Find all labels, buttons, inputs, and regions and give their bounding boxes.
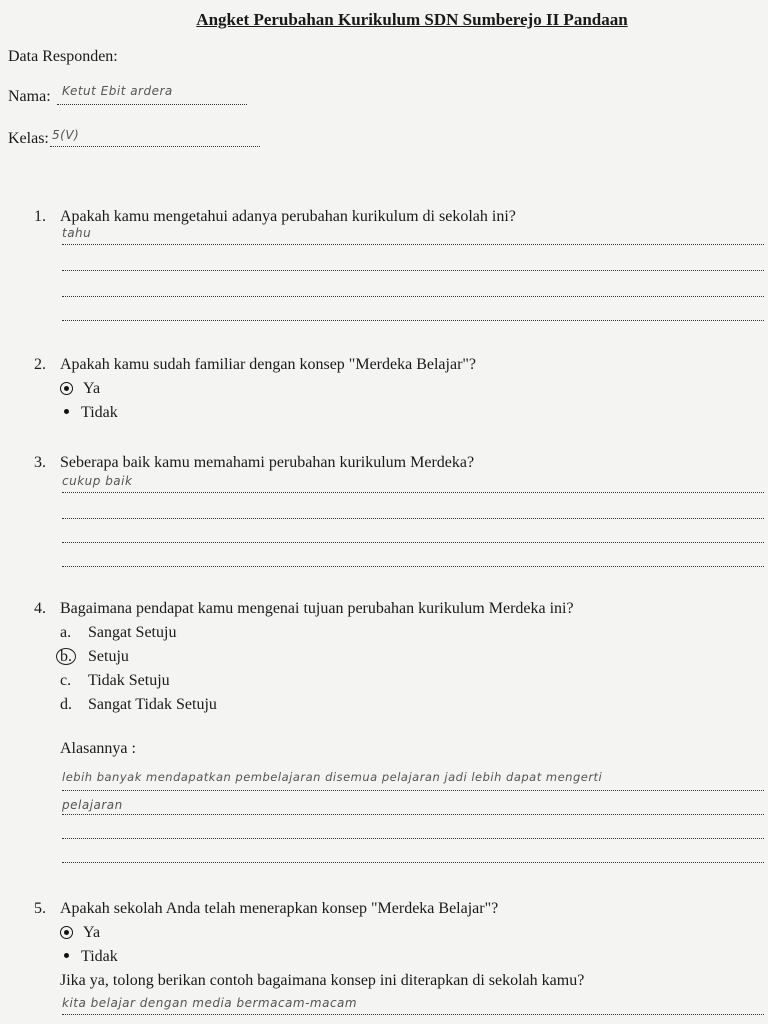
q2-option-tidak: Tidak: [60, 404, 118, 422]
q4-option-d: d. Sangat Tidak Setuju: [60, 696, 217, 713]
reason-answer-line-2: pelajaran: [62, 798, 123, 812]
selected-mark-icon: [60, 926, 73, 939]
answer-1-line-2: [62, 270, 764, 271]
answer-1-line-4: [62, 320, 764, 321]
class-value: 5(V): [52, 128, 80, 142]
selected-circle: b.: [56, 648, 76, 665]
reason-answer-line-1: lebih banyak mendapatkan pembelajaran disemua pelajaran jadi lebih dapat mengerti: [62, 770, 603, 784]
answer-3: cukup baik: [62, 474, 133, 488]
reason-line-4: [62, 862, 764, 863]
reason-line-1: [62, 790, 764, 791]
bullet-icon: [64, 409, 69, 414]
reason-line-3: [62, 838, 764, 839]
name-fill-line: [57, 104, 247, 105]
answer-5-line-1: [62, 1014, 764, 1015]
q4-option-b: b. Setuju: [60, 648, 129, 666]
answer-5: kita belajar dengan media bermacam-macam: [62, 996, 358, 1010]
answer-1-line-3: [62, 296, 764, 297]
reason-label: Alasannya :: [60, 740, 136, 757]
class-fill-line: [50, 146, 260, 147]
q4-option-c: c. Tidak Setuju: [60, 672, 170, 689]
answer-3-line-4: [62, 566, 764, 567]
question-2: 2. Apakah kamu sudah familiar dengan konsep "Merdeka Belajar"?: [34, 356, 477, 373]
question-1: 1. Apakah kamu mengetahui adanya perubahan kurikulum di sekolah ini?: [34, 208, 516, 225]
bullet-icon: [64, 953, 69, 958]
q5-option-tidak: Tidak: [60, 948, 118, 966]
class-label: Kelas:: [8, 130, 49, 147]
answer-3-line-1: [62, 492, 764, 493]
name-value: Ketut Ebit ardera: [62, 84, 173, 98]
answer-3-line-3: [62, 542, 764, 543]
respondent-heading: Data Responden:: [8, 48, 118, 65]
document-title: Angket Perubahan Kurikulum SDN Sumberejo II Pandaan: [196, 10, 628, 29]
answer-1: tahu: [62, 226, 92, 240]
q5-option-ya: Ya: [60, 924, 100, 942]
selected-mark-icon: [60, 382, 73, 395]
question-3: 3. Seberapa baik kamu memahami perubahan kurikulum Merdeka?: [34, 454, 475, 471]
name-label: Nama:: [8, 88, 51, 105]
question-5: 5. Apakah sekolah Anda telah menerapkan konsep "Merdeka Belajar"?: [34, 900, 499, 917]
q4-option-a: a. Sangat Setuju: [60, 624, 177, 641]
q2-option-ya: Ya: [60, 380, 100, 398]
reason-line-2: [62, 814, 764, 815]
answer-1-line-1: [62, 244, 764, 245]
q5-followup: Jika ya, tolong berikan contoh bagaimana konsep ini diterapkan di sekolah kamu?: [60, 972, 585, 989]
answer-3-line-2: [62, 518, 764, 519]
question-4: 4. Bagaimana pendapat kamu mengenai tujuan perubahan kurikulum Merdeka ini?: [34, 600, 574, 617]
